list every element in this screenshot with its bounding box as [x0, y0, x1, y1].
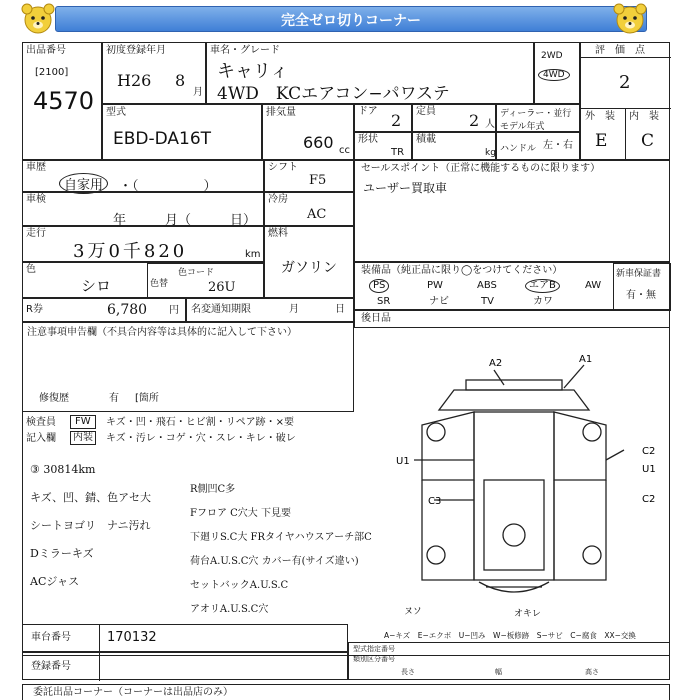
capacity-label: 定員 — [416, 106, 436, 117]
bear-mascot-icon — [612, 2, 648, 36]
hand-notes-right — [190, 478, 372, 622]
first-reg-era: H26 — [117, 71, 152, 90]
footer — [22, 684, 670, 700]
entry-items: キズ・汚レ・コゲ・穴・スレ・キレ・破レ — [106, 433, 296, 444]
equip-sr: SR — [377, 296, 391, 307]
chassis-label: 車台番号 — [31, 632, 71, 643]
footer-text: 委託出品コーナー（コーナーは出品店のみ） — [33, 687, 233, 698]
title-bar — [55, 6, 647, 32]
rear-box — [354, 310, 670, 328]
registration-box — [22, 652, 348, 680]
rear-label: 後日品 — [361, 313, 391, 324]
capacity-value: 2 — [469, 111, 480, 130]
recycle-box — [22, 298, 186, 322]
notice-label: 名変通知期限 — [191, 304, 251, 315]
dealer-label: ディーラー・並行 — [500, 109, 572, 119]
displacement-value: 660 — [303, 133, 334, 152]
hand-note: シートヨゴリ ナニ汚れ — [30, 519, 151, 532]
recycle-value: 6,780 — [107, 302, 148, 318]
label-c2-top: C2 — [642, 446, 656, 457]
shift-value: F5 — [309, 173, 327, 188]
fuel-value: ガソリン — [281, 260, 337, 276]
notice-day: 日 — [335, 304, 345, 315]
registration-divider — [99, 653, 100, 681]
equip-abs: ABS — [477, 280, 497, 291]
drive-box — [534, 42, 580, 104]
hand-note: ③ 30814km — [30, 463, 96, 476]
mileage-unit: km — [245, 249, 261, 260]
equip-ps: PS — [369, 279, 389, 293]
rating-label: 評 価 点 — [595, 45, 645, 56]
history-box — [22, 160, 264, 192]
damage-legend: A−キズ E−エクボ U−凹み W−板修跡 S−サビ C−腐食 XX−交換 — [384, 631, 636, 640]
color-no-label: 色替 — [150, 279, 169, 289]
color-code-cell — [147, 263, 265, 299]
hand-notes-left — [30, 456, 190, 596]
equip-navi: ナビ — [429, 296, 449, 307]
type-label: 型式 — [106, 107, 126, 118]
handle-box — [496, 132, 580, 160]
sales-point-value: ユーザー買取車 — [363, 181, 448, 195]
color-code-label: 色コード — [178, 268, 215, 278]
sales-point-box — [354, 160, 670, 262]
shift-label: シフト — [268, 162, 298, 173]
handle-value: 左・右 — [543, 140, 573, 151]
equip-airbag: エアB — [525, 279, 560, 293]
chassis-divider — [99, 625, 100, 653]
spec-box — [348, 642, 670, 680]
spec-label-5: 高さ — [585, 668, 599, 676]
ext-label: 外 装 — [585, 111, 615, 122]
color-code: 26U — [208, 280, 236, 295]
rating-box — [580, 42, 670, 160]
spec-label-4: 幅 — [495, 668, 502, 676]
color-value: シロ — [81, 277, 112, 295]
doors-label: ドア — [358, 106, 378, 117]
warranty-label: 新車保証書 — [616, 269, 662, 279]
entry-label: 記入欄 — [26, 433, 56, 444]
hand-note: 荷台A.U.S.C穴 カバー有(サイズ違い) — [190, 556, 359, 567]
history-rest: ・（ ） — [119, 179, 217, 194]
spec-label-1: 型式指定番号 — [353, 645, 395, 653]
repair-value: 有 — [109, 393, 119, 404]
lot-box — [22, 42, 102, 160]
equip-aw: AW — [585, 280, 602, 291]
first-reg-box — [102, 42, 206, 104]
label-u1-left: U1 — [396, 456, 410, 467]
warranty-cell — [613, 263, 671, 311]
int-label: 内 装 — [629, 111, 659, 122]
shape-box — [354, 132, 412, 160]
warranty-value: 有・無 — [626, 290, 656, 301]
notice-month: 月 — [289, 304, 299, 315]
car-name-box — [206, 42, 534, 104]
equip-leather: カワ — [533, 296, 553, 307]
drive-2wd: 2WD — [541, 51, 563, 61]
hand-note: アオリA.U.S.C穴 — [190, 604, 269, 615]
header — [0, 0, 700, 38]
recycle-label: R券 — [26, 304, 43, 315]
spec-label-2: 類別区分番号 — [353, 655, 395, 663]
ac-box — [264, 192, 354, 226]
hand-note: セットバックA.U.S.C — [190, 580, 289, 591]
inspector-label: 検査員 — [26, 417, 56, 428]
history-value: 自家用 — [59, 173, 108, 194]
rating-divider — [625, 109, 626, 161]
first-reg-label: 初度登録年月 — [106, 45, 166, 56]
label-a1: A1 — [579, 354, 593, 365]
ac-label: 冷房 — [268, 194, 288, 205]
capacity-unit: 人 — [485, 119, 495, 130]
inspector-items: キズ・凹・飛石・ヒビ割・リペア跡・×要 — [106, 417, 294, 428]
type-box — [102, 104, 262, 160]
registration-label: 登録番号 — [31, 661, 71, 672]
displacement-box — [262, 104, 354, 160]
doors-value: 2 — [391, 111, 402, 130]
repair-bracket: [箇所 — [135, 393, 159, 404]
inspector-col: FW — [70, 415, 96, 429]
notes-label: 注意事項申告欄（不具合内容等は具体的に記入して下さい） — [27, 327, 297, 338]
rating-score-cell — [581, 57, 671, 109]
color-box — [22, 262, 264, 298]
equip-pw: PW — [427, 280, 443, 291]
hand-note: Dミラーキズ — [30, 547, 94, 560]
label-rear: オキレ — [514, 609, 541, 619]
shift-box — [264, 160, 354, 192]
label-a2: A2 — [489, 358, 503, 369]
fuel-box — [264, 226, 354, 298]
chassis-value: 170132 — [107, 630, 157, 645]
notes-box — [22, 322, 354, 412]
lot-label: 出品番号 — [26, 45, 66, 56]
hand-note: ACジャス — [30, 575, 80, 588]
history-label: 車歴 — [26, 162, 46, 173]
type-value: EBD-DA16T — [113, 129, 212, 149]
spec-label-3: 長さ — [401, 668, 415, 676]
equipment-box — [354, 262, 670, 310]
car-grade: 4WD KCエアコン−パワステ — [217, 84, 450, 104]
int-grade: C — [641, 131, 655, 151]
label-c2-bottom: C2 — [642, 494, 656, 505]
damage-diagram — [374, 350, 664, 620]
hand-note: 下廻リS.C大 FRタイヤハウスアーチ部C — [190, 532, 372, 543]
first-reg-month-unit: 月 — [193, 87, 203, 98]
hand-note: キズ、凹、錆、色アセ大 — [30, 491, 151, 504]
label-c3: C3 — [428, 496, 442, 507]
capacity-box — [412, 104, 496, 132]
label-front: ヌソ — [404, 607, 422, 617]
lot-sub: [2100] — [35, 67, 69, 78]
fuel-label: 燃料 — [268, 228, 288, 239]
inspection-value: 年 月（ 日） — [113, 213, 257, 228]
inspection-box — [22, 192, 264, 226]
recycle-unit: 円 — [169, 305, 179, 316]
label-u1-right: U1 — [642, 464, 656, 475]
ac-value: AC — [307, 207, 327, 222]
first-reg-month: 8 — [175, 71, 186, 90]
rating-score: 2 — [619, 72, 631, 93]
hand-note: R側凹C多 — [190, 484, 236, 495]
drive-4wd: 4WD — [538, 69, 570, 81]
displacement-unit: cc — [339, 145, 350, 156]
color-label: 色 — [26, 264, 36, 275]
chassis-box — [22, 624, 348, 652]
mileage-label: 走行 — [26, 228, 46, 239]
bear-mascot-icon — [20, 2, 56, 36]
entry-col: 内装 — [70, 431, 96, 445]
shape-label: 形状 — [358, 134, 378, 145]
mileage-value: 3万0千820 — [73, 241, 188, 262]
sales-point-label: セールスポイント（正常に機能するものに限ります） — [361, 163, 601, 174]
lot-number: 4570 — [33, 87, 95, 115]
load-label: 積載 — [416, 134, 436, 145]
doors-box — [354, 104, 412, 132]
ext-grade: E — [595, 131, 608, 151]
shape-value: TR — [391, 147, 405, 158]
load-unit: kg — [485, 148, 496, 158]
displacement-label: 排気量 — [266, 107, 296, 118]
model-year-label: モデル年式 — [500, 122, 545, 132]
dealer-box — [496, 104, 580, 132]
inspector-box — [22, 414, 360, 448]
equipment-label: 装備品（純正品に限り◯をつけてください） — [361, 265, 563, 276]
mileage-box — [22, 226, 264, 262]
handle-label: ハンドル — [500, 144, 537, 154]
notice-box — [186, 298, 354, 322]
hand-note: Fフロア C穴大 下見要 — [190, 508, 291, 519]
car-model: キャリィ — [217, 61, 289, 82]
repair-label: 修復歴 — [39, 393, 69, 404]
page-title: 完全ゼロ切りコーナー — [281, 13, 421, 29]
car-name-label: 車名・グレード — [210, 45, 280, 56]
inspection-label: 車検 — [26, 194, 46, 205]
load-box — [412, 132, 496, 160]
equip-tv: TV — [481, 296, 494, 307]
